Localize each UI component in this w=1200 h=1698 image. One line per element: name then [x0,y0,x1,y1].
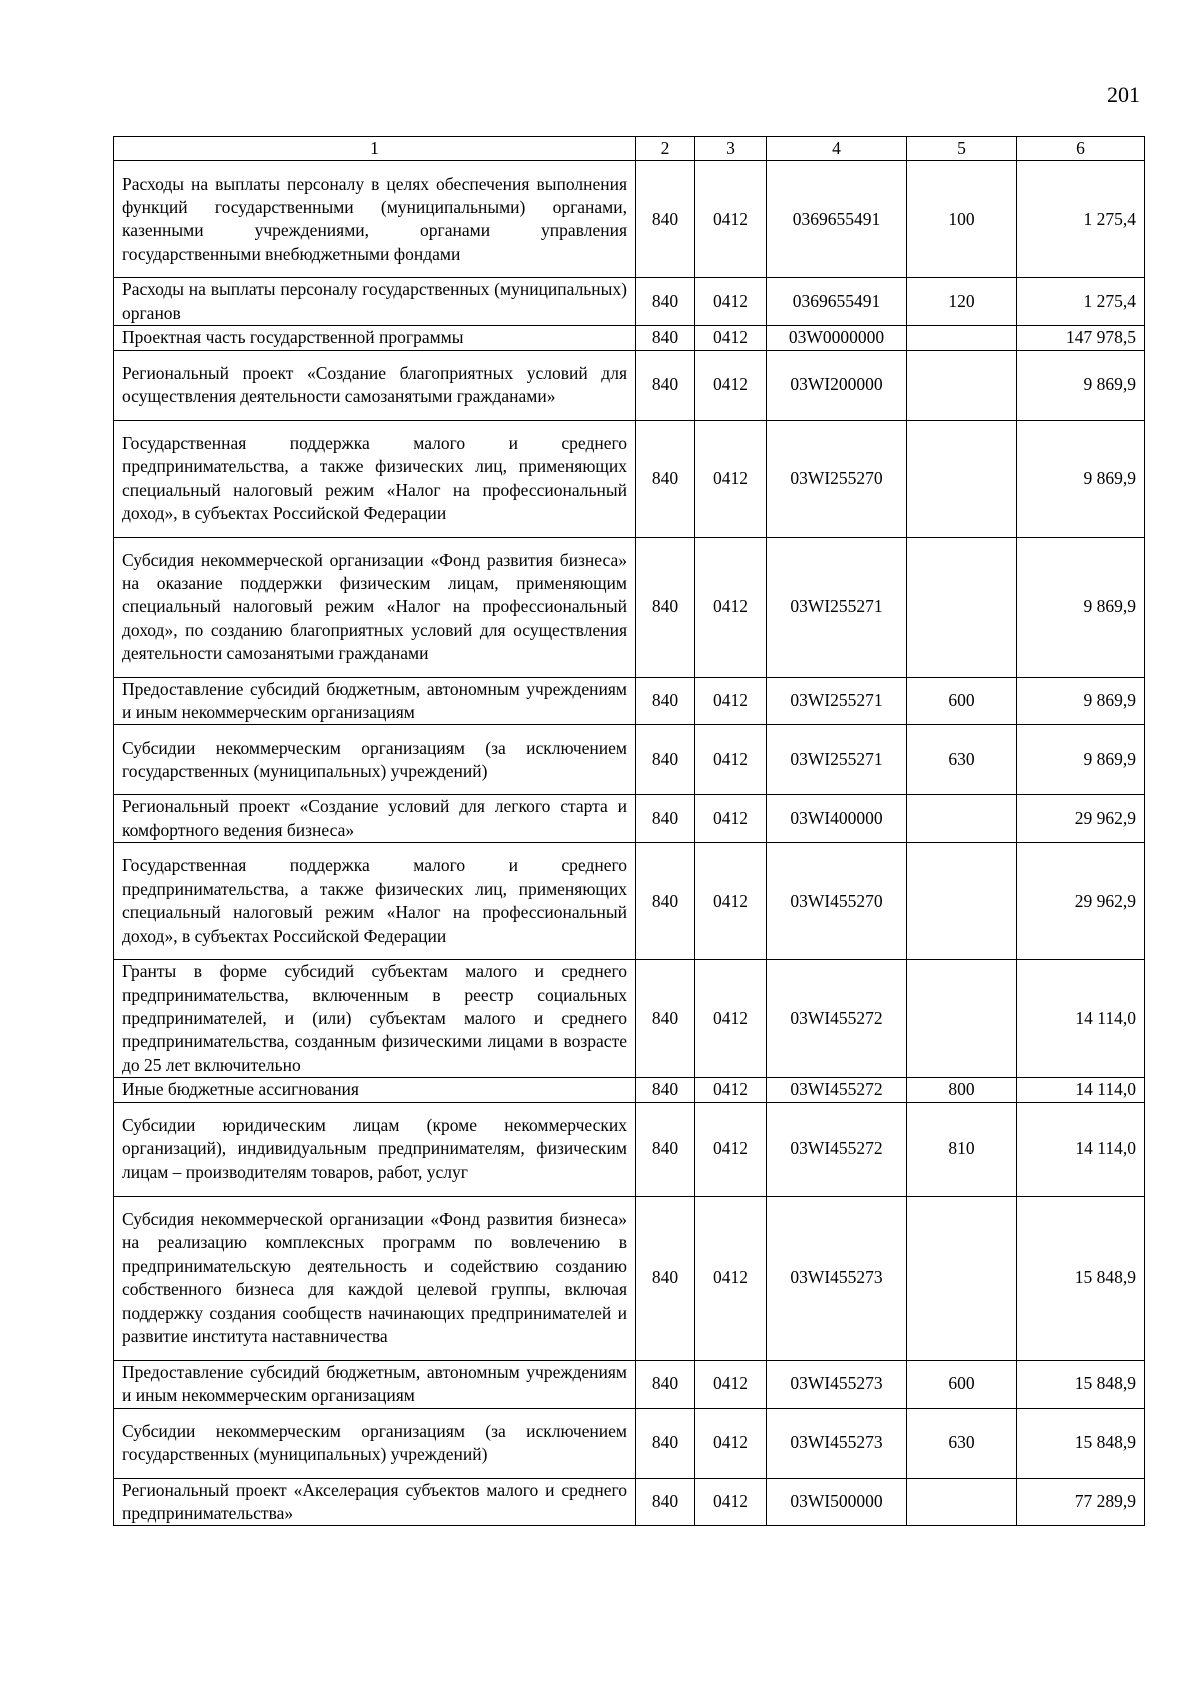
table-row [114,960,1145,1078]
table-row [114,1102,1145,1196]
row-gr-code: 840 [636,1408,695,1478]
row-target-article: 03WI500000 [767,1478,907,1526]
table-row [114,725,1145,795]
row-amount: 29 962,9 [1017,843,1145,960]
row-target-article: 03WI455272 [767,1078,907,1102]
row-amount: 1 275,4 [1017,278,1145,326]
column-header-1: 1 [114,137,636,161]
row-target-article: 03WI455273 [767,1408,907,1478]
row-section-code: 0412 [695,843,767,960]
row-section-code: 0412 [695,1196,767,1360]
column-header-4: 4 [767,137,907,161]
row-description: Иные бюджетные ассигнования [114,1078,636,1102]
row-gr-code: 840 [636,161,695,278]
row-gr-code: 840 [636,278,695,326]
row-target-article: 03WI255271 [767,677,907,725]
row-gr-code: 840 [636,537,695,677]
row-target-article: 03WI455272 [767,960,907,1078]
table-row [114,420,1145,537]
row-section-code: 0412 [695,795,767,843]
table-row [114,1360,1145,1408]
page-number: 201 [1107,82,1140,107]
row-amount: 9 869,9 [1017,350,1145,420]
row-gr-code: 840 [636,326,695,350]
row-target-article: 03WI400000 [767,795,907,843]
table-row [114,843,1145,960]
row-section-code: 0412 [695,326,767,350]
row-description: Субсидия некоммерческой организации «Фонд развития бизнеса» на оказание поддержки физическим лицам, применяющим специальный налоговый режим «Налог на профессиональный доход», по созданию благоприятных условий для осуществления деятельности самозанятыми гражданами [114,537,636,677]
row-section-code: 0412 [695,725,767,795]
column-header-6: 6 [1017,137,1145,161]
table-body [114,161,1145,1526]
row-description: Расходы на выплаты персоналу в целях обеспечения выполнения функций государственными (муниципальными) органами, казенными учреждениями, органами управления государственными внебюджетными фондами [114,161,636,278]
row-expense-type: 120 [907,278,1017,326]
row-gr-code: 840 [636,1078,695,1102]
row-description: Предоставление субсидий бюджетным, автономным учреждениям и иным некоммерческим организациям [114,1360,636,1408]
row-amount: 9 869,9 [1017,420,1145,537]
row-amount: 14 114,0 [1017,1078,1145,1102]
row-expense-type [907,1478,1017,1526]
row-gr-code: 840 [636,677,695,725]
row-amount: 15 848,9 [1017,1196,1145,1360]
row-expense-type [907,420,1017,537]
row-target-article: 03WI455272 [767,1102,907,1196]
table-header-row [114,137,1145,161]
table-row [114,161,1145,278]
row-target-article: 03WI455273 [767,1360,907,1408]
row-gr-code: 840 [636,350,695,420]
row-amount: 9 869,9 [1017,677,1145,725]
table-row [114,1478,1145,1526]
row-description: Субсидии некоммерческим организациям (за исключением государственных (муниципальных) учреждений) [114,725,636,795]
row-section-code: 0412 [695,1408,767,1478]
row-target-article: 03W0000000 [767,326,907,350]
table-row [114,1408,1145,1478]
row-gr-code: 840 [636,1102,695,1196]
row-description: Государственная поддержка малого и среднего предпринимательства, а также физических лиц, применяющих специальный налоговый режим «Налог на профессиональный доход», в субъектах Российской Федерации [114,843,636,960]
row-amount: 15 848,9 [1017,1360,1145,1408]
row-gr-code: 840 [636,960,695,1078]
row-expense-type: 600 [907,1360,1017,1408]
row-expense-type: 800 [907,1078,1017,1102]
row-section-code: 0412 [695,1078,767,1102]
row-description: Региональный проект «Создание благоприятных условий для осуществления деятельности самозанятыми гражданами» [114,350,636,420]
row-target-article: 03WI255271 [767,725,907,795]
row-expense-type [907,843,1017,960]
row-gr-code: 840 [636,1360,695,1408]
row-section-code: 0412 [695,677,767,725]
row-expense-type [907,537,1017,677]
row-target-article: 03WI200000 [767,350,907,420]
row-target-article: 03WI455273 [767,1196,907,1360]
table-row [114,677,1145,725]
row-expense-type: 810 [907,1102,1017,1196]
table-row [114,326,1145,350]
row-description: Проектная часть государственной программы [114,326,636,350]
row-amount: 15 848,9 [1017,1408,1145,1478]
row-target-article: 03WI455270 [767,843,907,960]
row-amount: 14 114,0 [1017,960,1145,1078]
row-description: Субсидии юридическим лицам (кроме некоммерческих организаций), индивидуальным предпринимателям, физическим лицам – производителям товаров, работ, услуг [114,1102,636,1196]
row-amount: 29 962,9 [1017,795,1145,843]
table-row [114,1196,1145,1360]
row-gr-code: 840 [636,795,695,843]
row-description: Региональный проект «Создание условий для легкого старта и комфортного ведения бизнеса» [114,795,636,843]
row-description: Субсидия некоммерческой организации «Фонд развития бизнеса» на реализацию комплексных программ по вовлечению в предпринимательскую деятельность и содействию созданию собственного бизнеса для каждой целевой группы, включая поддержку создания сообществ начинающих предпринимателей и развитие института наставничества [114,1196,636,1360]
row-expense-type [907,326,1017,350]
row-description: Расходы на выплаты персоналу государственных (муниципальных) органов [114,278,636,326]
row-section-code: 0412 [695,350,767,420]
row-expense-type: 100 [907,161,1017,278]
row-gr-code: 840 [636,420,695,537]
row-amount: 147 978,5 [1017,326,1145,350]
row-description: Гранты в форме субсидий субъектам малого и среднего предпринимательства, включенным в реестр социальных предпринимателей, и (или) субъектам малого и среднего предпринимательства, созданным физическими лицами в возрасте до 25 лет включительно [114,960,636,1078]
row-section-code: 0412 [695,960,767,1078]
row-expense-type [907,795,1017,843]
row-expense-type [907,350,1017,420]
column-header-2: 2 [636,137,695,161]
row-expense-type: 600 [907,677,1017,725]
row-amount: 9 869,9 [1017,725,1145,795]
row-target-article: 03WI255271 [767,537,907,677]
row-target-article: 0369655491 [767,161,907,278]
row-gr-code: 840 [636,725,695,795]
row-gr-code: 840 [636,1196,695,1360]
table-row [114,795,1145,843]
row-section-code: 0412 [695,1102,767,1196]
table-row [114,1078,1145,1102]
row-expense-type [907,1196,1017,1360]
row-section-code: 0412 [695,161,767,278]
row-expense-type [907,960,1017,1078]
row-amount: 9 869,9 [1017,537,1145,677]
row-gr-code: 840 [636,843,695,960]
row-amount: 1 275,4 [1017,161,1145,278]
row-amount: 77 289,9 [1017,1478,1145,1526]
column-header-5: 5 [907,137,1017,161]
budget-table [113,136,1145,1526]
row-amount: 14 114,0 [1017,1102,1145,1196]
row-target-article: 03WI255270 [767,420,907,537]
table-row [114,278,1145,326]
table-row [114,537,1145,677]
row-target-article: 0369655491 [767,278,907,326]
row-description: Региональный проект «Акселерация субъектов малого и среднего предпринимательства» [114,1478,636,1526]
row-description: Государственная поддержка малого и среднего предпринимательства, а также физических лиц, применяющих специальный налоговый режим «Налог на профессиональный доход», в субъектах Российской Федерации [114,420,636,537]
row-expense-type: 630 [907,725,1017,795]
row-description: Субсидии некоммерческим организациям (за исключением государственных (муниципальных) учреждений) [114,1408,636,1478]
row-section-code: 0412 [695,1360,767,1408]
table-row [114,350,1145,420]
row-section-code: 0412 [695,1478,767,1526]
row-section-code: 0412 [695,537,767,677]
row-section-code: 0412 [695,278,767,326]
row-description: Предоставление субсидий бюджетным, автономным учреждениям и иным некоммерческим организациям [114,677,636,725]
row-section-code: 0412 [695,420,767,537]
row-gr-code: 840 [636,1478,695,1526]
column-header-3: 3 [695,137,767,161]
row-expense-type: 630 [907,1408,1017,1478]
